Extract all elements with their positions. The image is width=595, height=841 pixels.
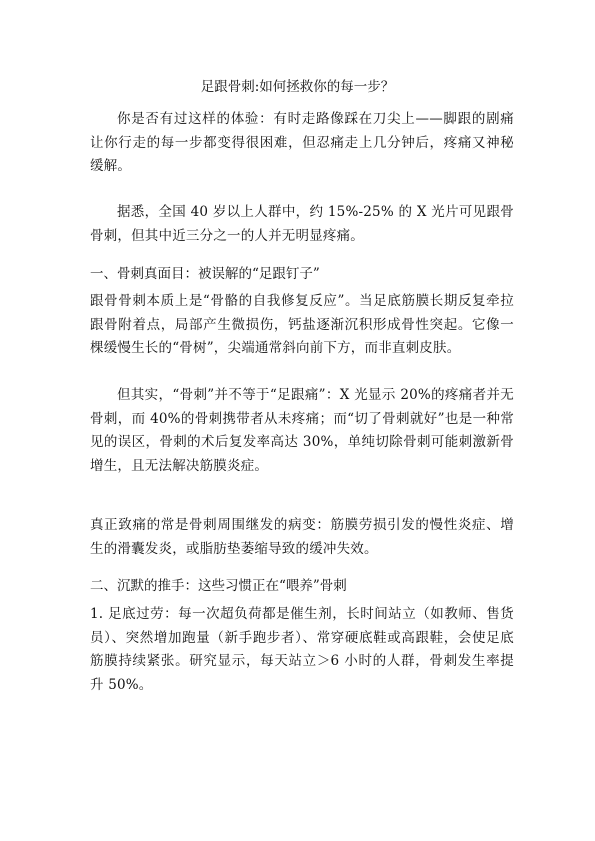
list-item-overuse: 1. 足底过劳：每一次超负荷都是催生剂，长时间站立（如教师、售货员）、突然增加跑量（新手跑步者）、常穿硬底鞋或高跟鞋，会使足底筋膜持续紧张。研究显示，每天站立＞6 小时的人群，骨刺发生率提升 50%。 [90, 606, 514, 693]
section-heading-2: 二、沉默的推手：这些习惯正在“喂养”骨刺 [90, 578, 347, 594]
bone-spur-nature-paragraph: 跟骨骨刺本质上是“骨骼的自我修复反应”。当足底筋膜长期反复牵拉跟骨附着点，局部产生微损伤，钙盐逐渐沉积形成骨性突起。它像一棵缓慢生长的“骨树”，尖端通常斜向前下方，而非直刺皮肤。 [90, 293, 514, 356]
page-title: 足跟骨刺:如何拯救你的每一步？ [200, 79, 395, 95]
statistics-paragraph: 据悉，全国 40 岁以上人群中，约 15%-25% 的 X 光片可见跟骨骨刺，但其中近三分之一的人并无明显疼痛。 [90, 204, 514, 244]
intro-paragraph: 你是否有过这样的体验：有时走路像踩在刀尖上——脚跟的剧痛让你行走的每一步都变得很困难，但忍痛走上几分钟后，疼痛又神秘缓解。 [90, 111, 514, 174]
misconception-paragraph: 但其实，“骨刺”并不等于“足跟痛”：X 光显示 20%的疼痛者并无骨刺，而 40%的骨刺携带者从未疼痛；而“切了骨刺就好”也是一种常见的误区，骨刺的术后复发率高达 30%，单纯切除骨刺可能刺激新骨增生，且无法解决筋膜炎症。 [90, 387, 514, 474]
section-heading-1: 一、骨刺真面目：被误解的“足跟钉子” [90, 266, 320, 282]
true-pain-cause-paragraph: 真正致痛的常是骨刺周围继发的病变：筋膜劳损引发的慢性炎症、增生的滑囊发炎，或脂肪垫萎缩导致的缓冲失效。 [90, 517, 514, 557]
